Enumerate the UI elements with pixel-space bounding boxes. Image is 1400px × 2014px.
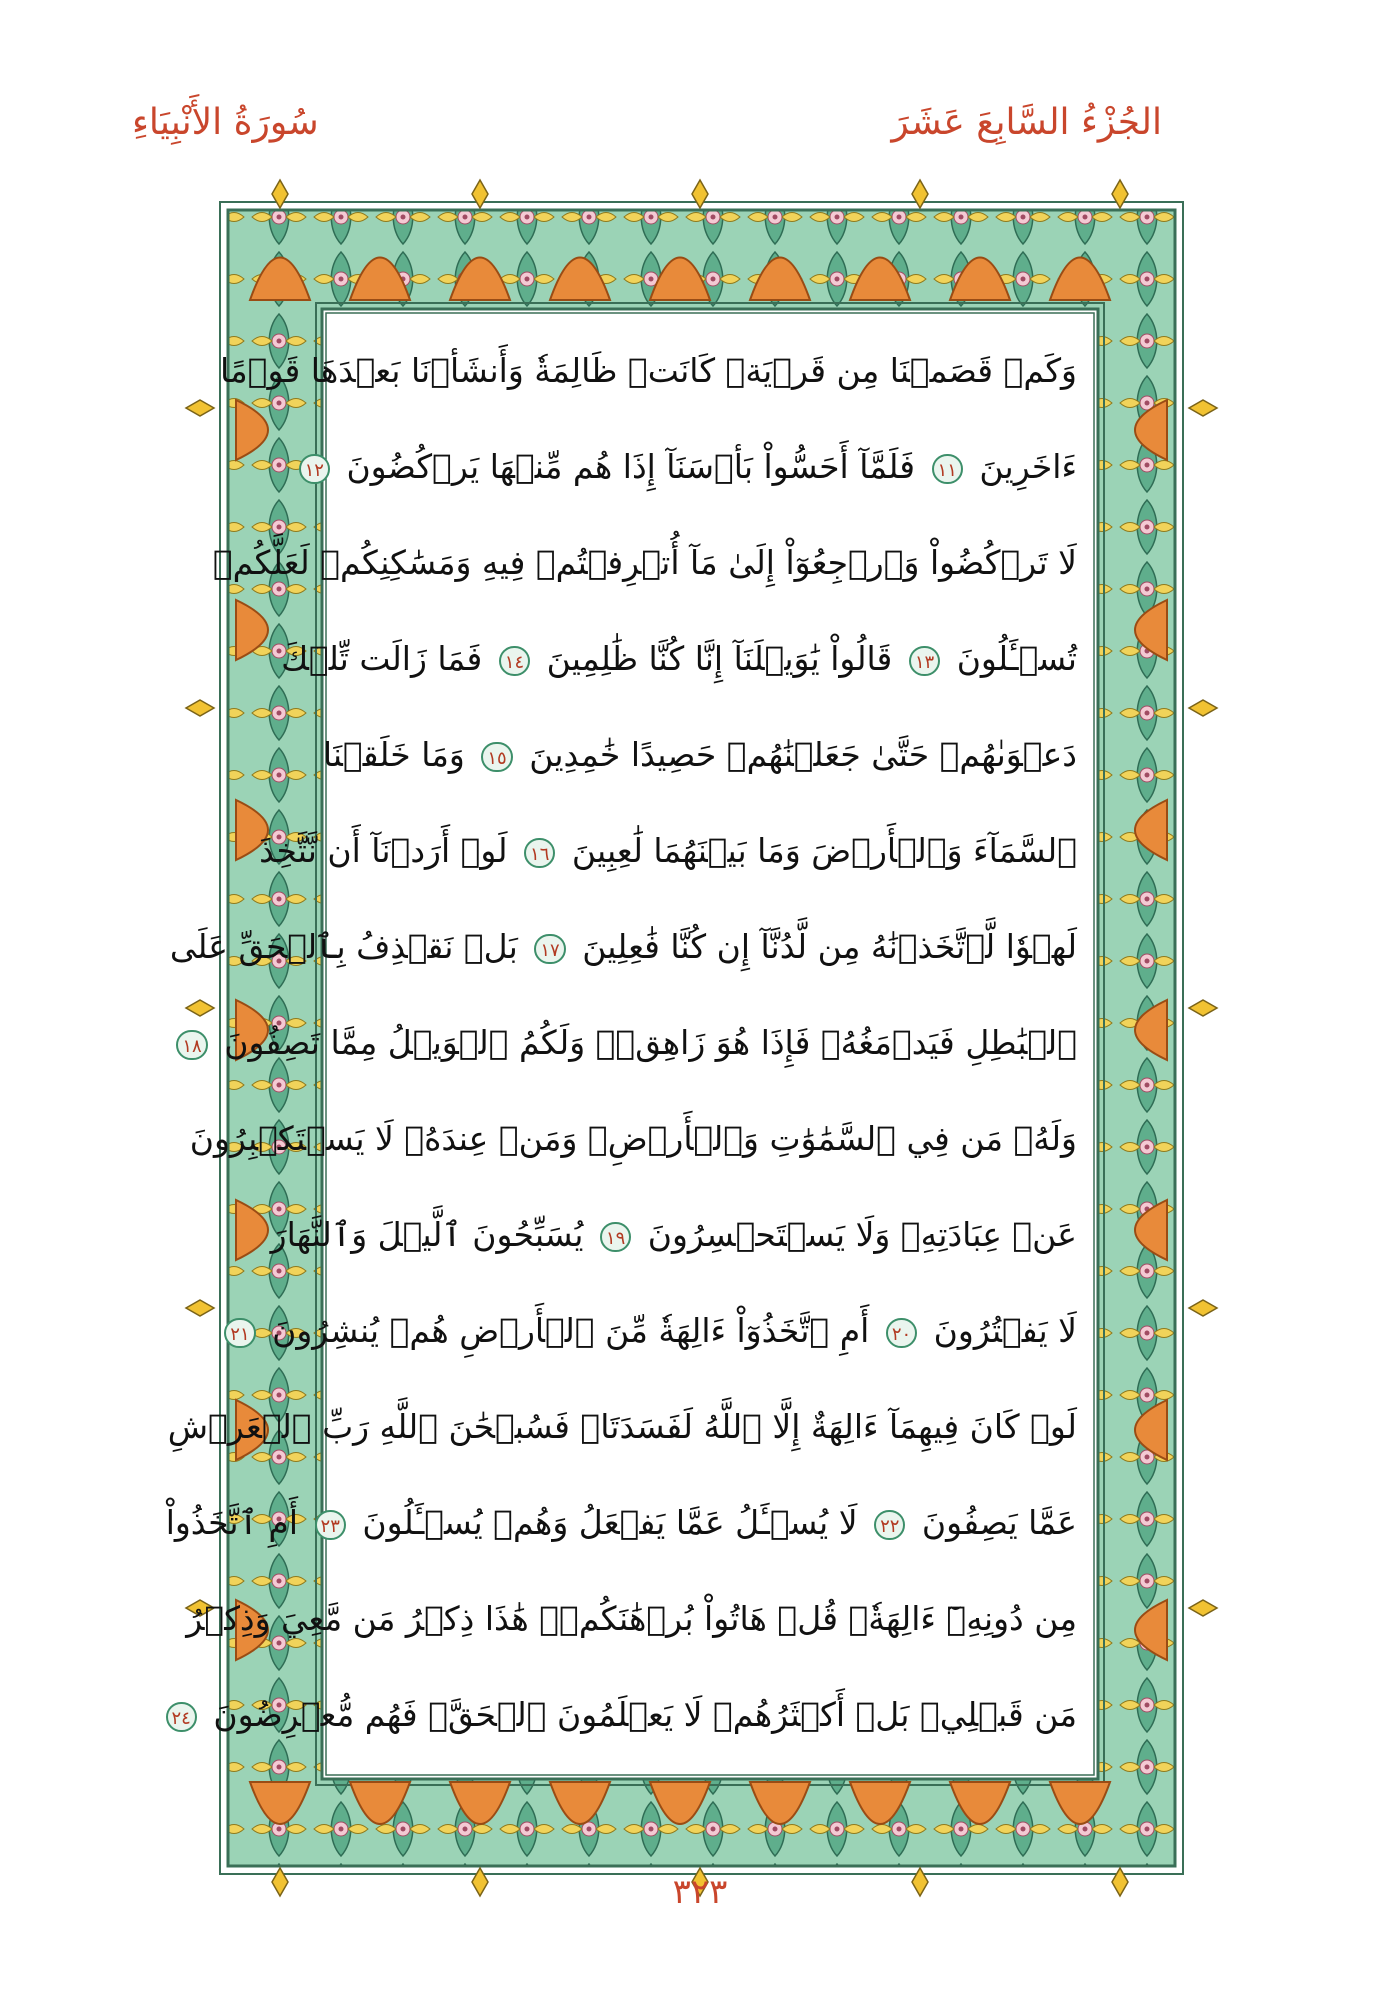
- verse-line: [304, 419, 1077, 515]
- ayah-number-marker: ١٤: [499, 646, 530, 676]
- verse-line: [167, 1379, 1077, 1475]
- verse-text: لَا يُسۡـَٔلُ عَمَّا يَفۡعَلُ وَهُمۡ يُسۡـَٔلُونَ: [362, 1503, 858, 1542]
- verse-text: لَهۡوٗا لَّٱتَّخَذۡنَٰهُ مِن لَّدُنَّآ إِن كُنَّا فَٰعِلِينَ: [582, 927, 1077, 966]
- top-arches: [250, 258, 1110, 301]
- juz-title: الجُزْءُ السَّابِعَ عَشَرَ: [891, 102, 1162, 143]
- verse-text: وَلَهُۥ مَن فِي ٱلسَّمَٰوَٰتِ وَٱلۡأَرۡضِۚ وَمَنۡ عِندَهُۥ لَا يَسۡتَكۡبِرُونَ: [189, 1119, 1077, 1158]
- verse-line: [281, 611, 1077, 707]
- verse-text: ءَاخَرِينَ: [979, 447, 1077, 486]
- ayah-number-marker: ١٣: [909, 646, 940, 676]
- verse-line: [259, 803, 1077, 899]
- verse-text: فَلَمَّآ أَحَسُّواْ بَأۡسَنَآ إِذَا هُم مِّنۡهَا يَرۡكُضُونَ: [346, 447, 916, 486]
- verse-lines: [165, 323, 1077, 1763]
- verse-line: [212, 515, 1077, 611]
- verse-line: [182, 995, 1077, 1091]
- ayah-number-marker: ٢٠: [886, 1318, 917, 1348]
- verse-text: يُسَبِّحُونَ ٱلَّيۡلَ وَٱلنَّهَارَ: [270, 1215, 584, 1254]
- verse-line: [169, 899, 1077, 995]
- verse-text: ٱلۡبَٰطِلِ فَيَدۡمَغُهُۥ فَإِذَا هُوَ زَاهِقٞۚ وَلَكُمُ ٱلۡوَيۡلُ مِمَّا تَصِفُونَ: [224, 1023, 1077, 1062]
- ayah-number-marker: ٢٢: [874, 1510, 905, 1540]
- verse-text: أَمِ ٱتَّخَذُوٓاْ ءَالِهَةٗ مِّنَ ٱلۡأَرۡضِ هُمۡ يُنشِرُونَ: [272, 1311, 870, 1350]
- verse-text: لَوۡ أَرَدۡنَآ أَن نَّتَّخِذَ: [259, 831, 508, 870]
- ayah-number-marker: ١٥: [481, 742, 512, 772]
- verse-line: [186, 1571, 1077, 1667]
- verse-text: عَمَّا يَصِفُونَ: [921, 1503, 1077, 1542]
- ayah-number-marker: ١٢: [299, 454, 330, 484]
- verse-line: [165, 1475, 1077, 1571]
- verse-text: فَمَا زَالَت تِّلۡكَ: [281, 639, 483, 678]
- ayah-number-marker: ٢١: [224, 1318, 255, 1348]
- verse-line: [270, 1187, 1077, 1283]
- verse-text: لَا يَفۡتُرُونَ: [933, 1311, 1077, 1350]
- ayah-number-marker: ٢٤: [166, 1702, 197, 1732]
- verse-line: [189, 1091, 1077, 1187]
- ayah-number-marker: ١٩: [600, 1222, 631, 1252]
- verse-text: لَوۡ كَانَ فِيهِمَآ ءَالِهَةٌ إِلَّا ٱللَّهُ لَفَسَدَتَاۚ فَسُبۡحَٰنَ ٱللَّهِ رَبِّ ٱلۡعَرۡشِ: [167, 1407, 1077, 1446]
- verse-line: [171, 1667, 1077, 1763]
- verse-text: عَنۡ عِبَادَتِهِۦ وَلَا يَسۡتَحۡسِرُونَ: [647, 1215, 1077, 1254]
- quran-text-panel: [165, 317, 1091, 1771]
- verse-line: [230, 1283, 1077, 1379]
- ayah-number-marker: ١١: [932, 454, 963, 484]
- verse-line: [322, 707, 1077, 803]
- verse-text: وَمَا خَلَقۡنَا: [322, 735, 465, 774]
- bottom-arches: [250, 1782, 1110, 1824]
- ayah-number-marker: ٢٣: [315, 1510, 346, 1540]
- verse-text: ٱلسَّمَآءَ وَٱلۡأَرۡضَ وَمَا بَيۡنَهُمَا لَٰعِبِينَ: [571, 831, 1077, 870]
- verse-text: قَالُواْ يَٰوَيۡلَنَآ إِنَّا كُنَّا ظَٰلِمِينَ: [546, 639, 893, 678]
- ayah-number-marker: ١٨: [176, 1030, 207, 1060]
- ayah-number-marker: ١٧: [534, 934, 565, 964]
- verse-text: مَن قَبۡلِيۚ بَلۡ أَكۡثَرُهُمۡ لَا يَعۡلَمُونَ ٱلۡحَقَّۖ فَهُم مُّعۡرِضُونَ: [213, 1695, 1077, 1734]
- verse-text: بَلۡ نَقۡذِفُ بِٱلۡحَقِّ عَلَى: [169, 927, 518, 966]
- verse-text: مِن دُونِهِۦٓ ءَالِهَةٗۖ قُلۡ هَاتُواْ بُرۡهَٰنَكُمۡۖ هَٰذَا ذِكۡرُ مَن مَّعِيَ وَذِكۡرُ: [186, 1599, 1077, 1638]
- verse-text: لَا تَرۡكُضُواْ وَٱرۡجِعُوٓاْ إِلَىٰ مَآ أُتۡرِفۡتُمۡ فِيهِ وَمَسَٰكِنِكُمۡ لَعَلَّكُمۡ: [212, 543, 1077, 582]
- ayah-number-marker: ١٦: [524, 838, 555, 868]
- verse-text: تُسۡـَٔلُونَ: [956, 639, 1077, 678]
- verse-text: وَكَمۡ قَصَمۡنَا مِن قَرۡيَةٖ كَانَتۡ ظَالِمَةٗ وَأَنشَأۡنَا بَعۡدَهَا قَوۡمًا: [219, 351, 1077, 390]
- verse-line: [219, 323, 1077, 419]
- page-number: ٣٢٣: [672, 1872, 728, 1912]
- surah-title: سُورَةُ الأَنْبِيَاءِ: [132, 102, 319, 143]
- verse-text: دَعۡوَىٰهُمۡ حَتَّىٰ جَعَلۡنَٰهُمۡ حَصِيدًا خَٰمِدِينَ: [529, 735, 1077, 774]
- verse-text: أَمِ ٱتَّخَذُواْ: [165, 1503, 299, 1542]
